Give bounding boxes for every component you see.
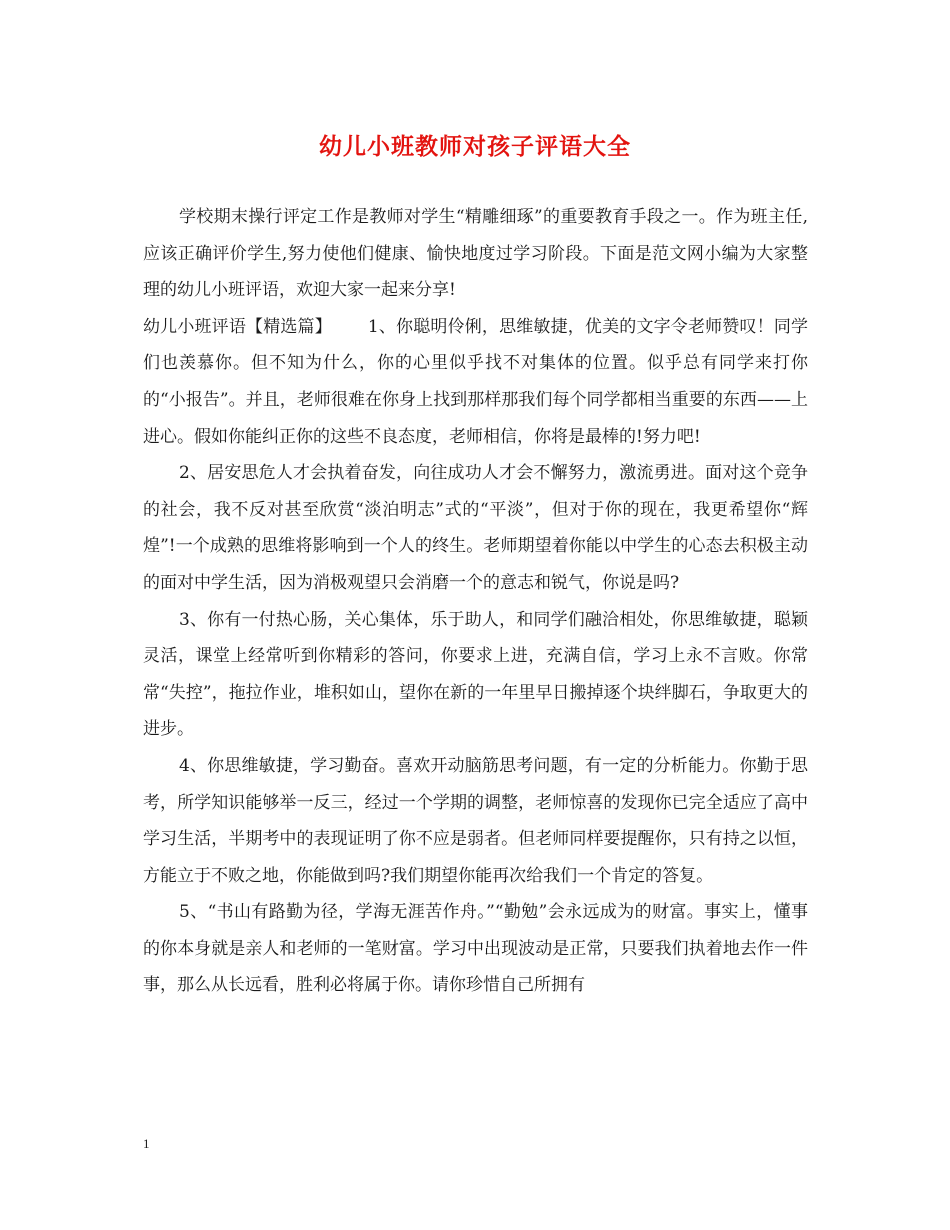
comment-item-2: 2、居安思危人才会执着奋发，向往成功人才会不懈努力，激流勇进。面对这个竞争的社会，我不反对甚至欣赏“淡泊明志”式的“平淡”，但对于你的现在，我更希望你“辉煌”!一个成熟的思维将影响到一个人的终生。老师期望着你能以中学生的心态去积极主动的面对中学生活，因为消极观望只会消磨一个的意志和锐气，你说是吗? xyxy=(143,463,808,593)
intro-paragraph: 学校期末操行评定工作是教师对学生“精雕细琢”的重要教育手段之一。作为班主任,应该正确评价学生,努力使他们健康、愉快地度过学习阶段。下面是范文网小编为大家整理的幼儿小班评语，欢迎大家一起来分享! xyxy=(143,207,808,301)
comment-item-1: 1、你聪明伶俐，思维敏捷，优美的文字令老师赞叹！同学们也羡慕你。但不知为什么，你的心里似乎找不对集体的位置。似乎总有同学来打你的“小报告”。并且，老师很难在你身上找到那样那我们每个同学都相当重要的东西——上进心。假如你能纠正你的这些不良态度，老师相信，你将是最棒的!努力吧! xyxy=(143,316,808,447)
comment-item-3: 3、你有一付热心肠，关心集体，乐于助人，和同学们融洽相处，你思维敏捷，聪颖灵活，课堂上经常听到你精彩的答问，你要求上进，充满自信，学习上永不言败。你常常“失控”，拖拉作业，堆积如山，望你在新的一年里早日搬掉逐个块绊脚石，争取更大的进步。 xyxy=(143,609,808,740)
page-number: 1 xyxy=(143,1136,150,1151)
comment-item-4: 4、你思维敏捷，学习勤奋。喜欢开动脑筋思考问题，有一定的分析能力。你勤于思考，所学知识能够举一反三，经过一个学期的调整，老师惊喜的发现你已完全适应了高中学习生活，半期考中的表现证明了你不应是弱者。但老师同样要提醒你，只有持之以恒，方能立于不败之地，你能做到吗?我们期望你能再次给我们一个肯定的答复。 xyxy=(143,755,808,886)
section-paragraph xyxy=(143,309,808,455)
document-title: 幼儿小班教师对孩子评语大全 xyxy=(319,133,631,160)
comment-item-5: 5、“书山有路勤为径，学海无涯苦作舟。”“勤勉”会永远成为的财富。事实上，懂事的你本身就是亲人和老师的一笔财富。学习中出现波动是正常，只要我们执着地去作一件事，那么从长远看，胜利必将属于你。请你珍惜自己所拥有 xyxy=(143,902,808,996)
document-body xyxy=(143,199,808,1004)
section-label: 幼儿小班评语【精选篇】 xyxy=(143,316,332,337)
